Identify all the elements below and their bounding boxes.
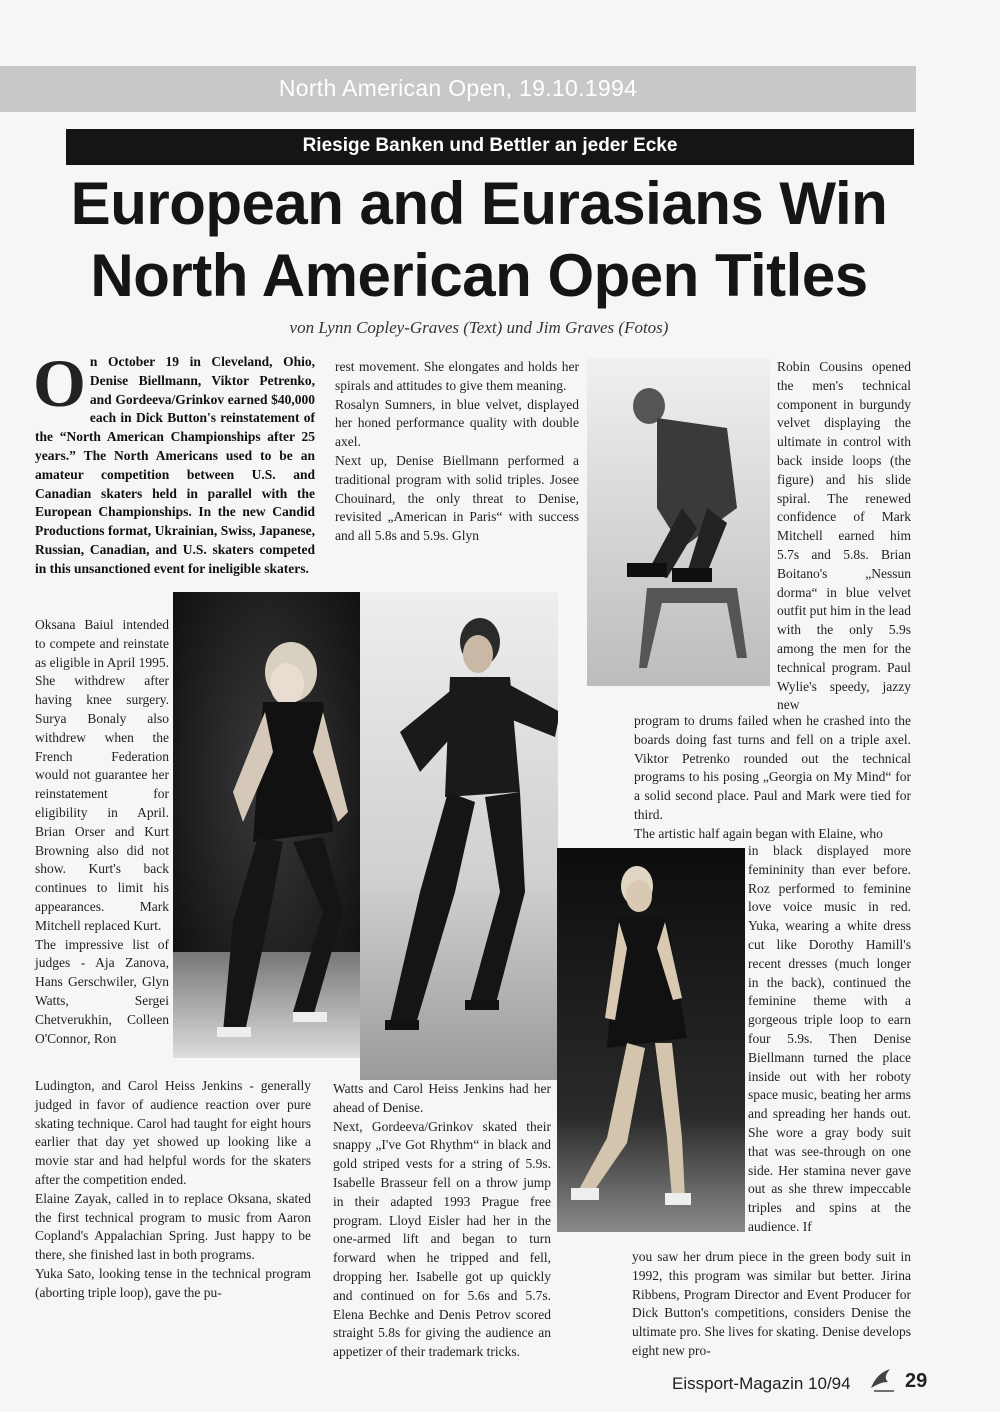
lead-text: n October 19 in Cleveland, Ohio, Denise Biellmann, Viktor Petrenko, and Gordeeva/Grinkov earned $40,000 each in Dick Button's reinstatement of the “North American Championships after 25 years.” The North Americans used to be an amateur competition between U.S. and Canadian skaters held in parallel with the European Championships. In the new Candid Productions format, Ukrainian, Swiss, Japanese, Russian, Canadian, and U.S. skaters competed in this unsanctioned event for ineligible skaters.	[35, 354, 315, 576]
headline-line-2: North American Open Titles	[90, 242, 868, 309]
magazine-issue: Eissport-Magazin 10/94	[672, 1374, 851, 1393]
headline-line-1: European and Eurasians Win	[70, 170, 888, 237]
photo-skater-black-dress	[557, 848, 745, 1232]
paragraph: Watts and Carol Heiss Jenkins had her ahead of Denise.	[333, 1081, 551, 1115]
page-number: 29	[905, 1370, 928, 1392]
column-3-middle	[634, 712, 911, 844]
drop-cap: O	[33, 345, 86, 421]
paragraph: program to drums failed when he crashed into the boards doing fast turns and fell on a triple axel. Viktor Petrenko rounded out the technical programs to his posing „Georgia on My Mind“ for a solid second place. Paul and Mark were tied for third.	[634, 713, 911, 822]
paragraph: The artistic half again began with Elaine, who	[634, 825, 883, 841]
paragraph: The impressive list of judges - Aja Zanova, Hans Gerschwiler, Glyn Watts, Sergei Chetverukhin, Colleen O'Connor, Ron	[35, 936, 169, 1046]
skater-bird-logo-icon	[868, 1366, 898, 1394]
paragraph: Next, Gordeeva/Grinkov skated their snappy „I've Got Rhythm“ in black and gold striped vests for a string of 5.9s. Isabelle Brasseur fell on a throw jump in their adapted 1993 Prague free program. Lloyd Eisler had her in the one-armed lift and began to turn forward when he tripped and fell, dropping her. Isabelle got up quickly and continued on for 5.6s and 5.7s. Elena Bechke and Denis Petrov scored straight 5.8s for giving the audience an appetizer of their trademark tricks.	[333, 1118, 551, 1360]
paragraph: Robin Cousins opened the men's technical component in burgundy velvet displaying the ultimate in control with back inside loops (the figure) and his slide spiral. The renewed confidence of Mark Mitchell earned him 5.7s and 5.8s. Brian Boitano's „Nessun dorma“ in blue velvet outfit put him in the lead with the only 5.9s among the men for the technical program. Paul Wylie's speedy, jazzy new	[777, 359, 911, 713]
paragraph: Yuka Sato, looking tense in the technical program (aborting triple loop), gave the pu-	[35, 1265, 311, 1300]
photo-skater-on-chair	[587, 358, 770, 686]
section-band	[0, 66, 916, 112]
column-3-narrow	[777, 358, 911, 715]
paragraph: Rosalyn Sumners, in blue velvet, displayed her honed performance quality with double axel.	[335, 396, 579, 450]
paragraph: rest movement. She elongates and holds her spirals and attitudes to give them meaning.	[335, 359, 579, 393]
column-3-bottom	[632, 1248, 911, 1361]
kicker-bar	[66, 129, 914, 165]
paragraph: Oksana Baiul intended to compete and reinstate as eligible in April 1995. She withdrew after having knee surgery. Surya Bonaly also withdrew when the French Federation would not guarantee her reinstatement for eligibility in April. Brian Orser and Kurt Browning also did not show. Kurt's back continues to limit his appearances. Mark Mitchell replaced Kurt.	[35, 617, 169, 933]
column-2-lower	[333, 1080, 551, 1362]
kicker-text: Riesige Banken und Bettler an jeder Ecke	[302, 135, 678, 156]
column-1-narrow	[35, 616, 169, 1048]
paragraph: Elaine Zayak, called in to replace Oksana, skated the first technical program to music from Aaron Copland's Appalachian Spring. Just happy to be there, she finished last in both programs.	[35, 1190, 311, 1263]
photo-female-skater-crouching	[173, 592, 363, 1058]
section-title: North American Open, 19.10.1994	[278, 75, 638, 101]
paragraph: in black displayed more femininity than ever before. Roz performed to feminine love voice music in red. Yuka, wearing a white dress cut like Dorothy Hamill's recent dresses (much longer in the back), continued the feminine theme with a gorgeous triple loop to earn four 5.9s. Then Denise Biellmann turned the place inside out with her roboty space music, beating her arms and spreading her hands out. She wore a gray body suit that was see-through on one side. Her stamina never gave out as she threw impeccable triples and spins at the audience. If	[748, 843, 911, 1234]
byline: von Lynn Copley-Graves (Text) und Jim Graves (Fotos)	[289, 318, 669, 337]
photo-male-skater-spin	[360, 592, 558, 1080]
column-1-lower	[35, 1077, 311, 1303]
lead-paragraph	[33, 345, 315, 579]
paragraph: you saw her drum piece in the green body suit in 1992, this program was similar but better. Jirina Ribbens, Program Director and Event Producer for Dick Button's competitions, considers Denise the ultimate pro. She lives for skating. Denise develops eight new pro-	[632, 1249, 911, 1358]
column-2-upper	[335, 358, 579, 546]
paragraph: Next up, Denise Biellmann performed a traditional program with solid triples. Josee Chouinard, the only threat to Denise, revisited „American in Paris“ with success and all 5.8s and 5.9s. Glyn	[335, 452, 579, 544]
column-3-narrow-lower	[748, 842, 911, 1237]
paragraph: Ludington, and Carol Heiss Jenkins - generally judged in favor of audience reaction over pure skating technique. Carol had taught for eight hours earlier that day yet showed up looking like a movie star and had helpful words for the skaters after the competition ended.	[35, 1078, 311, 1187]
